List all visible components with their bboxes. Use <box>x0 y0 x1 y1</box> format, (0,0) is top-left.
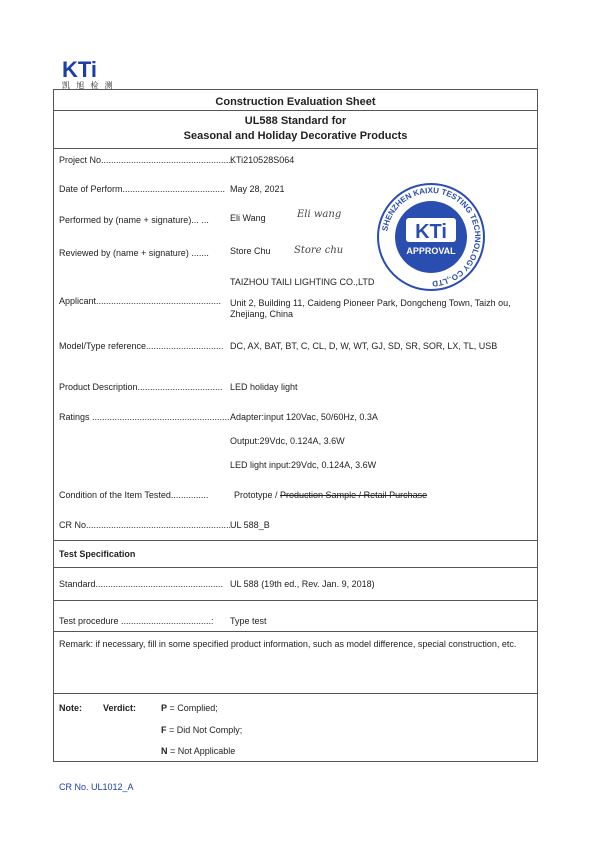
note-label: Note: <box>59 703 82 713</box>
condition-struck: Production Sample / Retail Purchase <box>280 490 428 500</box>
divider <box>54 567 537 568</box>
cr-no-label: CR No.......................................................... <box>59 520 232 530</box>
standard-subtitle: Seasonal and Holiday Decorative Products <box>183 130 408 142</box>
test-spec-heading: Test Specification <box>59 549 136 559</box>
logo-text: KTi <box>62 58 98 80</box>
verdict-code: N <box>161 746 168 756</box>
verdict-item <box>161 703 218 713</box>
verdict-code: F <box>161 725 167 735</box>
reviewed-label: Reviewed by (name + signature) ....... <box>59 248 209 258</box>
condition-prototype: Prototype / <box>234 490 281 500</box>
divider <box>54 110 537 111</box>
rating-line: LED light input:29Vdc, 0.124A, 3.6W <box>230 460 377 470</box>
divider <box>54 540 537 541</box>
procedure-value: Type test <box>230 616 267 626</box>
verdict-item <box>161 746 235 756</box>
title-block <box>54 90 537 149</box>
standard-value: UL 588 (19th ed., Rev. Jan. 9, 2018) <box>230 579 375 589</box>
cr-no-value: UL 588_B <box>230 520 270 530</box>
reviewed-value: Store Chu <box>230 246 271 256</box>
evaluation-sheet <box>53 89 538 762</box>
verdict-text: = Complied; <box>167 703 218 713</box>
divider <box>54 631 537 632</box>
sheet-title: Construction Evaluation Sheet <box>215 96 376 108</box>
performed-value: Eli Wang <box>230 213 266 223</box>
verdict-label: Verdict: <box>103 703 137 713</box>
stamp-word: APPROVAL <box>406 246 456 256</box>
verdict-item <box>161 725 242 735</box>
divider <box>54 693 537 694</box>
date-label: Date of Perform......................................... <box>59 184 226 194</box>
applicant-name: TAIZHOU TAILI LIGHTING CO.,LTD <box>230 277 375 287</box>
kti-logo-mark <box>62 58 128 80</box>
condition-value <box>234 490 427 500</box>
rating-line: Output:29Vdc, 0.124A, 3.6W <box>230 436 345 446</box>
verdict-text: = Did Not Comply; <box>166 725 243 735</box>
applicant-address: Unit 2, Building 11, Caideng Pioneer Park, Dongcheng Town, Taizh ou, Zhejiang, China <box>230 298 511 319</box>
stamp-logo: KTi <box>415 221 447 243</box>
project-no-label: Project No..................................................... <box>59 155 234 165</box>
product-label: Product Description.................................. <box>59 382 223 392</box>
verdict-text: = Not Applicable <box>167 746 236 756</box>
performed-signature: Eli wang <box>297 209 342 220</box>
performed-label: Performed by (name + signature)... ... <box>59 215 209 225</box>
date-value: May 28, 2021 <box>230 184 285 194</box>
reviewed-signature: Store chu <box>294 245 344 256</box>
approval-stamp <box>376 182 486 292</box>
procedure-label: Test procedure ....................................: <box>59 616 214 626</box>
ratings-label: Ratings ....................................................... <box>59 412 230 422</box>
applicant-label: Applicant.................................................. <box>59 296 222 306</box>
logo-subtitle: 凯 旭 检 测 <box>62 81 115 90</box>
stamp-ring-text: SHENZHEN KAIXU TESTING TECHNOLOGY CO.,LTD <box>380 185 483 289</box>
product-value: LED holiday light <box>230 382 298 392</box>
project-no-value: KTi210528S064 <box>230 155 295 165</box>
model-label: Model/Type reference............................... <box>59 341 224 351</box>
model-value: DC, AX, BAT, BT, C, CL, D, W, WT, GJ, SD, SR, SOR, LX, TL, USB <box>230 341 498 351</box>
remark-text: Remark: if necessary, fill in some specified product information, such as model difference, special construction, etc. <box>59 639 517 649</box>
verdict-code: P <box>161 703 168 713</box>
divider <box>54 600 537 601</box>
standard-title: UL588 Standard for <box>244 115 347 127</box>
rating-line: Adapter:input 120Vac, 50/60Hz, 0.3A <box>230 412 378 422</box>
standard-label: Standard................................................... <box>59 579 224 589</box>
condition-label: Condition of the Item Tested............... <box>59 490 209 500</box>
footer-cr-no: CR No. UL1012_A <box>59 782 134 792</box>
